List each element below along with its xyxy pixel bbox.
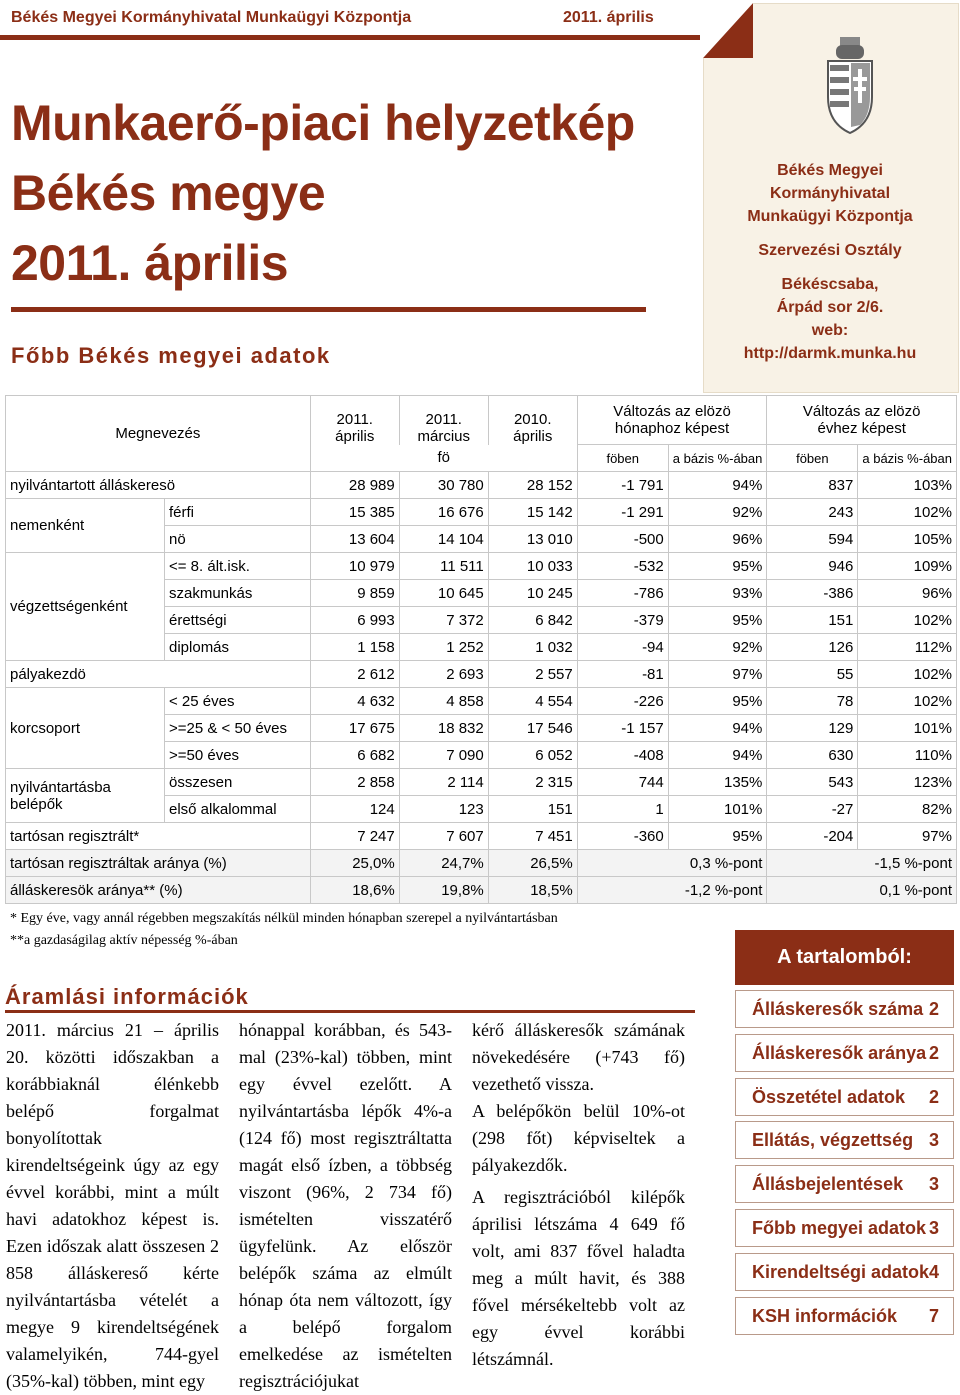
- row-value: 4 632: [310, 688, 399, 715]
- row-value: 7 372: [399, 607, 488, 634]
- row-value: 11 511: [399, 553, 488, 580]
- panel-org-line3: Munkaügyi Központja: [747, 208, 913, 225]
- row-value: 17 546: [488, 715, 577, 742]
- row-label: pályakezdö: [6, 661, 311, 688]
- row-value: -360: [577, 823, 668, 850]
- row-value: 1 252: [399, 634, 488, 661]
- row-value: -500: [577, 526, 668, 553]
- row-value: 135%: [668, 769, 767, 796]
- row-value: 7 090: [399, 742, 488, 769]
- toc-item-label: Ellátás, végzettség: [752, 1130, 914, 1151]
- row-sublabel: <= 8. ált.isk.: [165, 553, 311, 580]
- row-sublabel: első alkalommal: [165, 796, 311, 823]
- row-value: 28 152: [488, 472, 577, 499]
- panel-addr2: Árpád sor 2/6.: [776, 299, 884, 316]
- toc-item-label: KSH információk: [752, 1305, 898, 1326]
- row-value: 15 385: [310, 499, 399, 526]
- row-sublabel: nö: [165, 526, 311, 553]
- col-header-c1: 2011. április: [310, 396, 399, 445]
- toc-item-page: 2: [928, 1086, 939, 1107]
- toc-item[interactable]: [735, 1165, 954, 1203]
- panel-dept: Szervezési Osztály: [758, 242, 902, 259]
- row-value: 2 557: [488, 661, 577, 688]
- row-value: 102%: [858, 499, 957, 526]
- row-value: 1: [577, 796, 668, 823]
- row-value: -226: [577, 688, 668, 715]
- toc-item-page: 7: [928, 1305, 939, 1326]
- row-value: 837: [767, 472, 858, 499]
- title-rule: [11, 307, 646, 312]
- row-value: 7 247: [310, 823, 399, 850]
- stats-table: [5, 395, 957, 904]
- row-value: 95%: [668, 688, 767, 715]
- panel-web-label: web:: [811, 322, 849, 339]
- row-value: -204: [767, 823, 858, 850]
- row-group-label: nyilvántartásba belépők: [6, 769, 165, 823]
- row-value: 594: [767, 526, 858, 553]
- row-sublabel: diplomás: [165, 634, 311, 661]
- page-title-line2: Békés megye: [11, 165, 326, 221]
- row-value: 151: [767, 607, 858, 634]
- row-value: 10 979: [310, 553, 399, 580]
- toc-item[interactable]: [735, 1297, 954, 1335]
- row-value: -94: [577, 634, 668, 661]
- unit-fo: fö: [310, 445, 577, 472]
- footnote-2: **a gazdaságilag aktív népesség %-ában: [10, 933, 238, 948]
- row-sublabel: összesen: [165, 769, 311, 796]
- row-label: tartósan regisztrált*: [6, 823, 311, 850]
- row-value: 630: [767, 742, 858, 769]
- panel-org-line2: Kormányhivatal: [769, 185, 891, 202]
- unit-bazis-y: a bázis %-ában: [858, 445, 957, 472]
- table-row: [6, 661, 957, 688]
- row-value: 94%: [668, 715, 767, 742]
- row-value: 946: [767, 553, 858, 580]
- row-sublabel: férfi: [165, 499, 311, 526]
- row-value: -1 291: [577, 499, 668, 526]
- row-sublabel: < 25 éves: [165, 688, 311, 715]
- ratio1-year: -1,5 %-pont: [767, 850, 957, 877]
- row-value: 14 104: [399, 526, 488, 553]
- page-title-line3: 2011. április: [11, 235, 289, 291]
- table-row: [6, 769, 957, 796]
- row-group-label: nemenként: [6, 499, 165, 553]
- toc-item-page: 4: [928, 1261, 939, 1282]
- row-value: 95%: [668, 823, 767, 850]
- toc-item-page: 2: [928, 999, 939, 1019]
- row-value: 9 859: [310, 580, 399, 607]
- col-header-month: Változás az elözö hónaphoz képest: [577, 396, 767, 445]
- toc-item-label: Főbb megyei adatok: [752, 1218, 927, 1238]
- toc-item-label: Összetétel adatok: [752, 1086, 906, 1107]
- page-subtitle: Főbb Békés megyei adatok: [11, 343, 331, 368]
- toc-item-label: Állásbejelentések: [752, 1174, 904, 1195]
- row-value: 78: [767, 688, 858, 715]
- toc-item-label: Kirendeltségi adatok: [752, 1261, 930, 1282]
- body-paragraph-3b: A belépőkön belül 10%-ot (298 főt) képviseltek a pályakezdők.: [472, 1101, 685, 1175]
- row-value: 92%: [668, 499, 767, 526]
- row-value: -386: [767, 580, 858, 607]
- row-value: 95%: [668, 553, 767, 580]
- row-value: 6 993: [310, 607, 399, 634]
- col-header-year: Változás az elözö évhez képest: [767, 396, 957, 445]
- row-value: 92%: [668, 634, 767, 661]
- row-value: -379: [577, 607, 668, 634]
- row-value: 17 675: [310, 715, 399, 742]
- ratio2-label: álláskeresök aránya** (%): [6, 877, 311, 904]
- body-column-3: [472, 1017, 685, 1373]
- row-value: 102%: [858, 661, 957, 688]
- row-value: 4 858: [399, 688, 488, 715]
- row-sublabel: szakmunkás: [165, 580, 311, 607]
- table-row: [6, 553, 957, 580]
- row-value: 97%: [858, 823, 957, 850]
- row-label: nyilvántartott álláskeresö: [6, 472, 311, 499]
- row-value: 30 780: [399, 472, 488, 499]
- row-value: 124: [310, 796, 399, 823]
- row-value: -27: [767, 796, 858, 823]
- row-sublabel: érettségi: [165, 607, 311, 634]
- body-paragraph-3c: A regisztrációból kilépők áprilisi létszáma 4 649 fő volt, ami 837 fővel haladta meg a múlt havit, és 388 fővel mérsékeltebb volt az egy évvel korábbi létszámnál.: [472, 1187, 685, 1369]
- unit-foben-m: föben: [577, 445, 668, 472]
- row-value: 102%: [858, 607, 957, 634]
- row-value: 6 842: [488, 607, 577, 634]
- row-value: -786: [577, 580, 668, 607]
- col-header-c2: 2011. március: [399, 396, 488, 445]
- body-paragraph-3a: kérő álláskeresők számának növekedésére (+743 fő) vezethető vissza.: [472, 1020, 685, 1094]
- row-value: 94%: [668, 742, 767, 769]
- panel-web-url[interactable]: http://darmk.munka.hu: [743, 345, 917, 362]
- row-value: 95%: [668, 607, 767, 634]
- toc-item-label: Álláskeresők aránya: [752, 1042, 927, 1063]
- row-value: 2 114: [399, 769, 488, 796]
- footnote-1: * Egy éve, vagy annál régebben megszakítás nélkül minden hónapban szerepel a nyilvántartásban: [10, 911, 558, 926]
- row-value: 243: [767, 499, 858, 526]
- row-value: -1 157: [577, 715, 668, 742]
- col-header-name: Megnevezés: [6, 396, 311, 472]
- header-date: 2011. április: [563, 9, 654, 26]
- row-value: 151: [488, 796, 577, 823]
- row-value: 2 858: [310, 769, 399, 796]
- row-value: 18 832: [399, 715, 488, 742]
- unit-foben-y: föben: [767, 445, 858, 472]
- section-title: Áramlási információk: [5, 984, 249, 1009]
- row-value: 101%: [858, 715, 957, 742]
- unit-bazis-m: a bázis %-ában: [668, 445, 767, 472]
- row-value: 16 676: [399, 499, 488, 526]
- header-rule: [0, 35, 700, 40]
- ratio2-v1: 18,6%: [310, 877, 399, 904]
- row-value: 129: [767, 715, 858, 742]
- toc-item[interactable]: [735, 990, 954, 1028]
- row-value: 97%: [668, 661, 767, 688]
- row-value: -532: [577, 553, 668, 580]
- row-value: -1 791: [577, 472, 668, 499]
- row-value: 10 645: [399, 580, 488, 607]
- row-value: 101%: [668, 796, 767, 823]
- toc-item-page: 3: [928, 1218, 939, 1238]
- row-value: 2 315: [488, 769, 577, 796]
- panel-corner-fold: [703, 3, 753, 58]
- ratio1-label: tartósan regisztráltak aránya (%): [6, 850, 311, 877]
- ratio2-v3: 18,5%: [488, 877, 577, 904]
- row-value: 96%: [668, 526, 767, 553]
- ratio2-v2: 19,8%: [399, 877, 488, 904]
- row-value: 109%: [858, 553, 957, 580]
- ratio2-year: 0,1 %-pont: [767, 877, 957, 904]
- row-value: 10 033: [488, 553, 577, 580]
- row-value: 105%: [858, 526, 957, 553]
- row-value: 6 052: [488, 742, 577, 769]
- ratio1-month: 0,3 %-pont: [577, 850, 767, 877]
- row-value: 55: [767, 661, 858, 688]
- row-group-label: végzettségenként: [6, 553, 165, 661]
- row-value: 123: [399, 796, 488, 823]
- section-rule: [5, 1010, 695, 1013]
- row-sublabel: >=50 éves: [165, 742, 311, 769]
- row-value: -81: [577, 661, 668, 688]
- row-value: 94%: [668, 472, 767, 499]
- row-value: 4 554: [488, 688, 577, 715]
- row-value: 7 607: [399, 823, 488, 850]
- coat-of-arms-icon: [822, 35, 878, 135]
- row-value: 93%: [668, 580, 767, 607]
- row-group-label: korcsoport: [6, 688, 165, 769]
- row-value: 543: [767, 769, 858, 796]
- row-value: -408: [577, 742, 668, 769]
- row-value: 102%: [858, 688, 957, 715]
- header-org: Békés Megyei Kormányhivatal Munkaügyi Központja: [11, 9, 412, 26]
- row-value: 1 158: [310, 634, 399, 661]
- row-value: 28 989: [310, 472, 399, 499]
- panel-org-line1: Békés Megyei: [777, 162, 883, 179]
- row-value: 96%: [858, 580, 957, 607]
- row-value: 10 245: [488, 580, 577, 607]
- toc-item-page: 2: [928, 1042, 939, 1063]
- col-header-c3: 2010. április: [488, 396, 577, 445]
- page-title-line1: Munkaerő-piaci helyzetkép: [11, 95, 635, 151]
- row-value: 6 682: [310, 742, 399, 769]
- toc-item[interactable]: [735, 1034, 954, 1072]
- row-value: 112%: [858, 634, 957, 661]
- row-value: 13 010: [488, 526, 577, 553]
- row-value: 82%: [858, 796, 957, 823]
- row-sublabel: >=25 & < 50 éves: [165, 715, 311, 742]
- row-value: 1 032: [488, 634, 577, 661]
- row-value: 123%: [858, 769, 957, 796]
- row-value: 126: [767, 634, 858, 661]
- toc-item-label: Álláskeresők száma: [752, 999, 924, 1019]
- table-row: [6, 823, 957, 850]
- toc-item[interactable]: [735, 1253, 954, 1291]
- ratio1-v1: 25,0%: [310, 850, 399, 877]
- ratio1-v3: 26,5%: [488, 850, 577, 877]
- row-value: 2 612: [310, 661, 399, 688]
- toc-item[interactable]: [735, 1078, 954, 1116]
- row-value: 110%: [858, 742, 957, 769]
- toc-item[interactable]: [735, 1209, 954, 1247]
- body-column-1: 2011. március 21 – április 20. közötti időszakban a korábbiaknál élénkebb belépő forgalmat bonyolítottak kirendeltségeink úgy az egy évvel korábbi, mint a múlt havi adatokhoz képest is. Ezen időszak alatt összesen 2 858 álláskereső kérte nyilvántartásba vételét a megye 9 kirendeltségének valamelyikén, 744-gyel (35%-kal) többen, mint egy: [6, 1020, 219, 1391]
- table-row: [6, 499, 957, 526]
- row-value: 103%: [858, 472, 957, 499]
- row-value: 7 451: [488, 823, 577, 850]
- toc-item[interactable]: [735, 1121, 954, 1159]
- row-value: 744: [577, 769, 668, 796]
- body-column-2: hónappal korábban, és 543-mal (23%-kal) többen, mint egy évvel ezelőtt. A nyilvántartásba lépők 4%-a (124 fő) most regisztráltatta magát első ízben, a többség viszont (96%, 2 734 fő) ismételten visszatérő ügyfelünk. Az először belépők száma az elmúlt hónap óta nem változott, így a belépő forgalom emelkedése az ismételten regisztrációjukat: [239, 1020, 452, 1391]
- row-value: 15 142: [488, 499, 577, 526]
- table-row: [6, 472, 957, 499]
- ratio1-v2: 24,7%: [399, 850, 488, 877]
- ratio2-month: -1,2 %-pont: [577, 877, 767, 904]
- row-value: 13 604: [310, 526, 399, 553]
- toc-title: A tartalomból:: [735, 930, 954, 985]
- toc-item-page: 3: [928, 1174, 939, 1195]
- row-value: 2 693: [399, 661, 488, 688]
- panel-addr1: Békéscsaba,: [781, 276, 879, 293]
- toc-item-page: 3: [928, 1130, 939, 1151]
- table-row: [6, 688, 957, 715]
